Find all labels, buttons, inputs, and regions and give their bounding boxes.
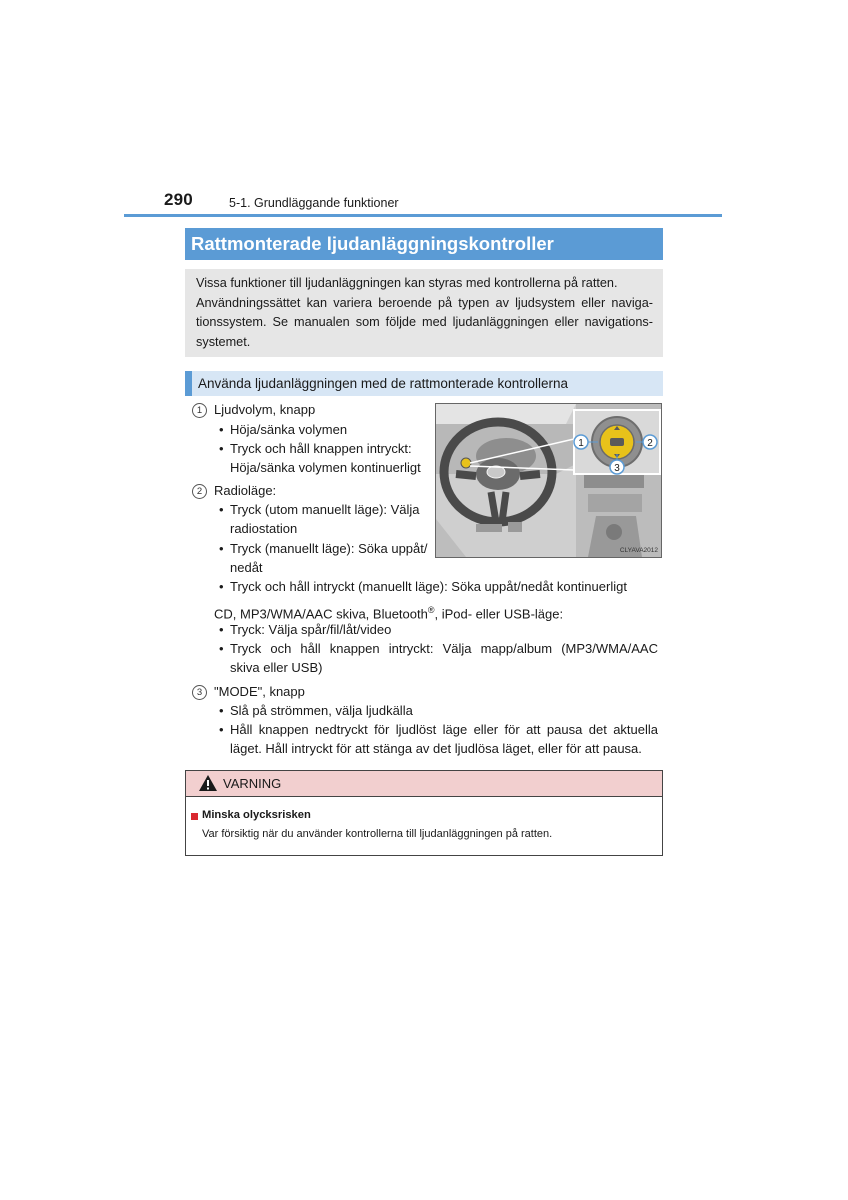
bullet-icon: • <box>219 541 224 556</box>
section-title: Rattmonterade ljudanläggningskontroller <box>185 228 663 260</box>
subsection-title: Använda ljudanläggningen med de rattmonterade kontrollerna <box>185 371 663 396</box>
bullet-icon: • <box>219 722 224 737</box>
red-square-icon <box>191 813 198 820</box>
bullet-icon: • <box>219 422 224 437</box>
cd-label-suffix: , iPod- eller USB-läge: <box>434 606 564 622</box>
item-3-bullet-cont: läget. Håll intryckt för att stänga av det ljudlösa läget, eller för att pausa. <box>230 741 642 756</box>
warning-triangle-icon <box>198 774 218 792</box>
warning-box <box>185 770 663 856</box>
intro-box <box>185 269 663 357</box>
item-number-1: 1 <box>192 403 207 418</box>
bullet-icon: • <box>219 579 224 594</box>
item-2-bullet: Tryck (manuellt läge): Söka uppåt/ <box>230 541 428 556</box>
figure-code: CLYAVA2012 <box>619 547 658 554</box>
item-number-3: 3 <box>192 685 207 700</box>
item-3-bullet: Håll knappen nedtryckt för ljudlöst läge eller för att pausa det aktuella <box>230 722 658 737</box>
intro-line: Vissa funktioner till ljudanläggningen kan styras med kontrollerna på ratten. <box>196 276 618 290</box>
running-head: 5-1. Grundläggande funktioner <box>229 196 399 210</box>
bullet-icon: • <box>219 622 224 637</box>
bullet-icon: • <box>219 441 224 456</box>
bullet-icon: • <box>219 502 224 517</box>
warning-header <box>186 771 662 797</box>
item-number-2: 2 <box>192 484 207 499</box>
intro-line: systemet. <box>196 334 251 349</box>
item-2-bullet: Tryck: Välja spår/fil/låt/video <box>230 622 392 637</box>
bullet-icon: • <box>219 703 224 718</box>
item-3-bullet: Slå på strömmen, välja ljudkälla <box>230 703 413 718</box>
item-2-title: Radioläge: <box>214 483 277 498</box>
header-rule <box>124 214 722 217</box>
steering-wheel-figure <box>435 403 662 558</box>
item-2-bullet: Tryck och håll knappen intryckt: Välja mapp/album (MP3/WMA/AAC <box>230 641 658 656</box>
cd-label-prefix: CD, MP3/WMA/AAC skiva, Bluetooth <box>214 606 428 622</box>
item-1-continuation: Höja/sänka volymen kontinuerligt <box>230 460 421 475</box>
item-2-bullet: Tryck (utom manuellt läge): Välja <box>230 502 420 517</box>
item-1-title: Ljudvolym, knapp <box>214 402 316 417</box>
item-3-title: "MODE", knapp <box>214 684 305 699</box>
figure-callout-3: 3 <box>614 463 620 474</box>
item-1-bullet: Höja/sänka volymen <box>230 422 348 437</box>
figure-callout-1: 1 <box>578 438 584 449</box>
page-number: 290 <box>164 190 193 209</box>
item-2-bullet-cont: skiva eller USB) <box>230 660 323 675</box>
warning-body: Var försiktig när du använder kontrollerna till ljudanläggningen på ratten. <box>202 828 553 840</box>
item-2-bullet-cont: radiostation <box>230 521 298 536</box>
figure-callout-2: 2 <box>647 438 653 449</box>
item-2-bullet: Tryck och håll intryckt (manuellt läge): Söka uppåt/nedåt kontinuerligt <box>230 579 627 594</box>
intro-line: tionssystem. Se manualen som följde med ljudanläggningen eller navigations- <box>196 315 653 329</box>
registered-mark: ® <box>427 605 435 615</box>
bullet-icon: • <box>219 641 224 656</box>
warning-title: Minska olycksrisken <box>202 809 311 821</box>
intro-line: Användningssättet kan variera beroende på typen av ljudsystem eller naviga- <box>196 295 653 310</box>
car-interior-illustration <box>436 404 661 557</box>
item-1-bullet: Tryck och håll knappen intryckt: <box>230 441 412 456</box>
item-2-bullet-cont: nedåt <box>230 560 263 575</box>
warning-label: VARNING <box>223 776 282 791</box>
